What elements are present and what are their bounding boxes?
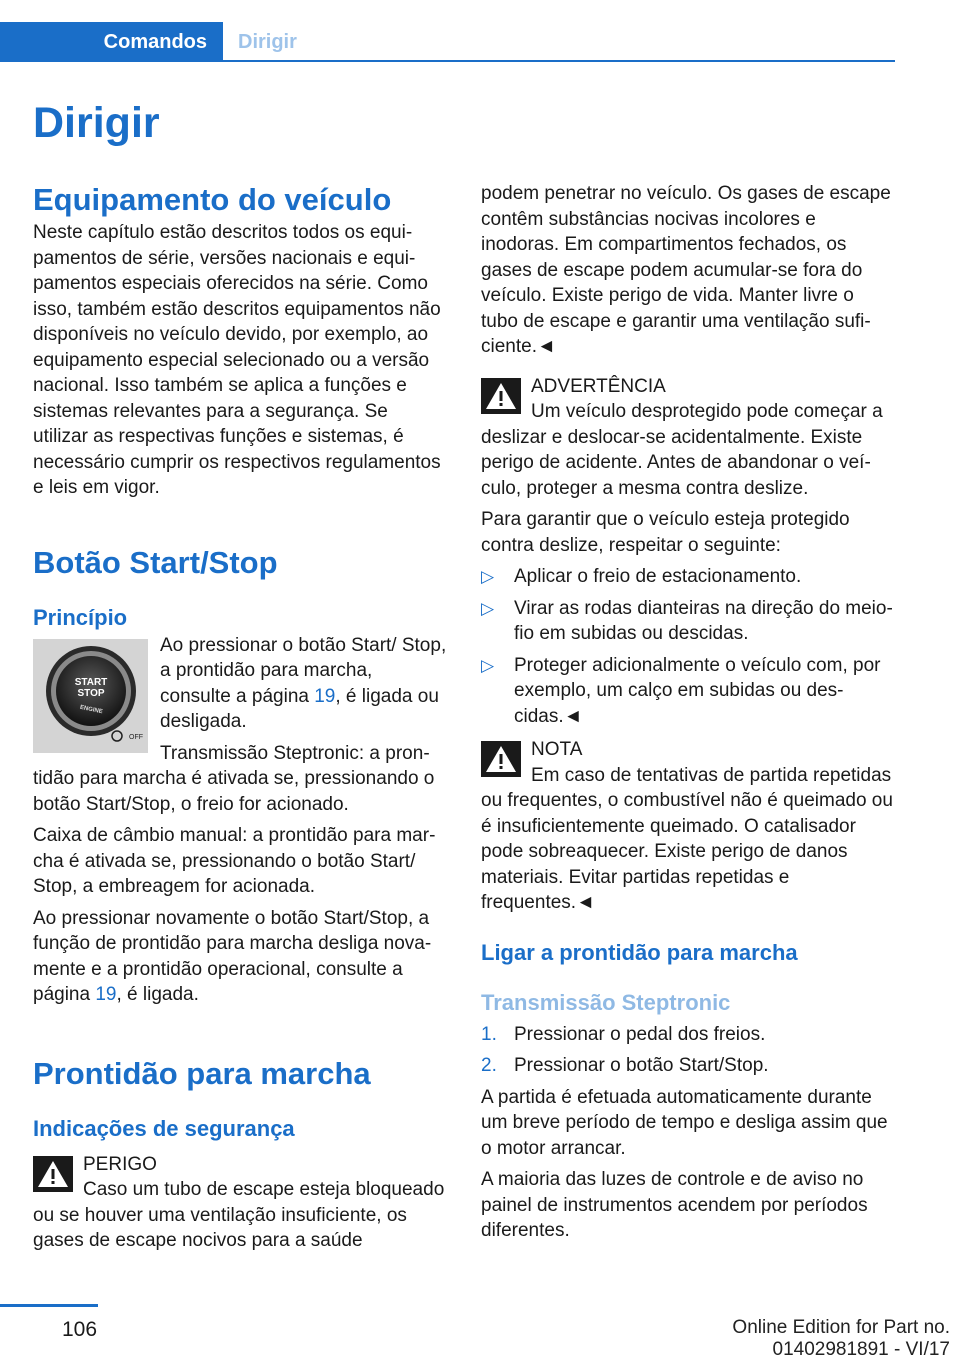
- off-label: OFF: [129, 733, 143, 741]
- header-rule: [0, 60, 895, 62]
- tab-comandos[interactable]: Comandos: [0, 22, 223, 62]
- triangle-bullet-icon: ▷: [481, 598, 495, 618]
- warning-text: Caso um tubo de escape esteja bloqueado ou se houver uma ventilação insuficiente, os gases de escape nocivos para a saúde: [33, 1179, 445, 1251]
- warning-triangle-icon: [481, 741, 521, 777]
- para-maioria: A maioria das luzes de controle e de aviso no painel de instrumentos acendem por períodos diferentes.: [481, 1169, 868, 1241]
- subtitle-indicacoes: Indicações de segurança: [33, 1115, 295, 1141]
- triangle-bullet-icon: ▷: [481, 655, 495, 675]
- section-title-start-stop: Botão Start/Stop: [33, 544, 278, 580]
- subtitle-principio: Princípio: [33, 604, 128, 630]
- principio-p1: Ao pressionar o botão Start/ Stop, a prontidão para marcha, consulte a página 19, é ligada ou desligada.: [160, 634, 447, 732]
- footer-rule: [0, 1304, 98, 1307]
- para-partida: A partida é efetuada automaticamente durante um breve período de tempo e desliga assim que o motor arrancar.: [481, 1086, 888, 1159]
- warning-text: Em caso de tentativas de partida repetidas ou frequentes, o combustível não é queimado ou é insuficientemente queimado. O catalisador pode sobreaquecer. Existe perigo de danos materiais. Evitar partidas repetidas e frequentes.◄: [481, 764, 893, 913]
- section-body-equipamento: Neste capítulo estão descritos todos os equipamentos de série, versões nacionais e equipamentos especiais oferecidos na série. Como isso, também estão descritos equipamentos não disponíveis no veículo devido, por exemplo, ao equipamento especial selecionado ou a versão nacional. Isso também se aplica a funções e sistemas relevantes para a segurança. Se utilizar as respectivas funções e sistemas, é necessário cumprir os respectivos regulamentos e leis em vigor.: [33, 222, 441, 498]
- warning-advertencia: [481, 374, 895, 502]
- warning-title: PERIGO: [83, 1153, 157, 1175]
- list-item: 1. Pressionar o pedal dos freios.: [481, 1023, 766, 1045]
- bullet-list: [481, 564, 895, 729]
- page-link-19[interactable]: 19: [314, 685, 336, 707]
- start-label: START: [74, 676, 108, 688]
- warning-perigo: [33, 1152, 447, 1254]
- edition-note: Online Edition for Part no. 01402981891 - VI/17: [732, 1317, 950, 1360]
- steps-list: [481, 1022, 895, 1079]
- start-stop-button-image: [33, 639, 148, 753]
- heading-transmissao-steptronic: Transmissão Steptronic: [481, 989, 731, 1015]
- stop-label: STOP: [77, 687, 105, 699]
- triangle-bullet-icon: ▷: [481, 567, 495, 586]
- list-item: ▷ Proteger adicionalmente o veículo com, por exemplo, um calço em subidas ou descidas.◄: [481, 654, 881, 727]
- page-link-19[interactable]: 19: [95, 984, 117, 1005]
- left-column: [33, 180, 447, 1254]
- warning-triangle-icon: [481, 378, 521, 414]
- page-title: Dirigir: [33, 99, 160, 147]
- para-garantir: Para garantir que o veículo esteja protegido contra deslize, respeitar o seguinte:: [481, 509, 850, 556]
- list-item: ▷ Virar as rodas dianteiras na direção do meio-fio em subidas ou descidas.: [481, 597, 893, 644]
- tab-dirigir[interactable]: Dirigir: [238, 31, 297, 53]
- section-title-prontidao: Prontidão para marcha: [33, 1055, 371, 1091]
- principio-p3: Caixa de câmbio manual: a prontidão para marcha é ativada se, pressionando o botão Start/ Stop, a embreagem for acionada.: [33, 825, 436, 897]
- continued-text: podem penetrar no veículo. Os gases de escape contêm substâncias nocivas incolores e inodoras. Em compartimentos fechados, os gases de escape podem acumular-se fora do veículo. Existe perigo de vida. Manter livre o tubo de escape e garantir uma ventilação suficiente.◄: [481, 183, 891, 357]
- right-column: [481, 181, 895, 1250]
- warning-title: ADVERTÊNCIA: [531, 375, 666, 397]
- warning-triangle-icon: [33, 1156, 73, 1192]
- principio-p4: Ao pressionar novamente o botão Start/Stop, a função de prontidão para marcha desliga novamente e a prontidão operacional, consulte a página 19, é ligada.: [33, 907, 432, 1005]
- list-item: ▷ Aplicar o freio de estacionamento.: [481, 564, 895, 590]
- page-number: 106: [62, 1318, 98, 1341]
- list-item: 2. Pressionar o botão Start/Stop.: [481, 1055, 769, 1076]
- principio-p2: Transmissão Steptronic: a prontidão para marcha é ativada se, pressionando o botão Start/Stop, o freio for acionado.: [33, 742, 435, 815]
- section-title-equipamento: Equipamento do veículo: [33, 182, 392, 217]
- heading-ligar-prontidao: Ligar a prontidão para marcha: [481, 939, 798, 965]
- warning-title: NOTA: [531, 739, 583, 760]
- engine-label: ENGINE: [79, 704, 104, 715]
- warning-nota: [481, 737, 895, 916]
- warning-text: Um veículo desprotegido pode começar a deslizar e deslocar-se acidentalmente. Existe perigo de acidente. Antes de abandonar o veículo, proteger a mesma contra deslize.: [481, 401, 883, 499]
